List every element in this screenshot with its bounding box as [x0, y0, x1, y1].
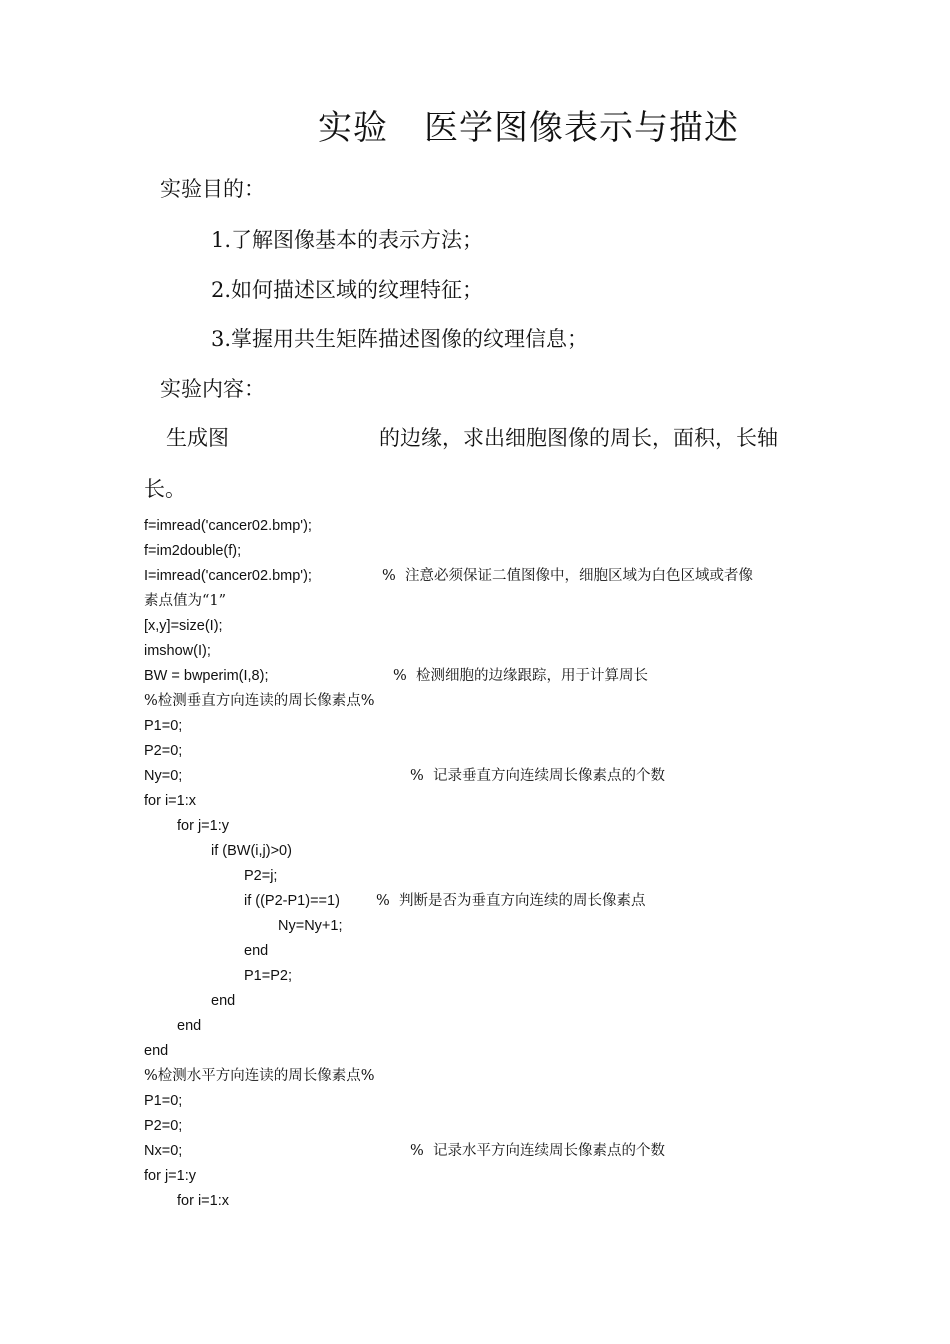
content-heading: 实验内容： [160, 377, 265, 401]
task-text-wrap: 长。 [144, 477, 186, 501]
code-line: P2=j; [244, 868, 278, 884]
code-line: I=imread('cancer02.bmp'); [144, 568, 312, 584]
code-line: P1=0; [144, 1093, 183, 1109]
code-line: for i=1:x [177, 1193, 229, 1209]
code-comment: % 检测细胞的边缘跟踪，用于计算周长 [393, 668, 648, 684]
code-line: P2=0; [144, 1118, 183, 1134]
code-line: imshow(I); [144, 643, 211, 659]
code-line: Ny=0; [144, 768, 183, 784]
code-comment-line: %检测水平方向连读的周长像素点% [144, 1068, 375, 1084]
code-line: f=imread('cancer02.bmp'); [144, 518, 312, 534]
task-text-start: 生成图 [166, 426, 229, 450]
code-comment: % 判断是否为垂直方向连续的周长像素点 [376, 893, 646, 909]
goal-item-3: 3.掌握用共生矩阵描述图像的纹理信息； [211, 327, 589, 351]
code-comment: % 记录垂直方向连续周长像素点的个数 [410, 768, 665, 784]
code-comment: % 注意必须保证二值图像中，细胞区域为白色区域或者像 [382, 568, 753, 584]
code-line: Nx=0; [144, 1143, 183, 1159]
goal-item-2: 2.如何描述区域的纹理特征； [211, 278, 484, 302]
code-line: Ny=Ny+1; [278, 918, 343, 934]
code-comment-line: %检测垂直方向连读的周长像素点% [144, 693, 375, 709]
code-line: P1=P2; [244, 968, 292, 984]
code-line: BW = bwperim(I,8); [144, 668, 269, 684]
code-line: [x,y]=size(I); [144, 618, 223, 634]
code-line: if (BW(i,j)>0) [211, 843, 292, 859]
code-line: for j=1:y [177, 818, 229, 834]
code-line: for j=1:y [144, 1168, 196, 1184]
code-comment: % 记录水平方向连续周长像素点的个数 [410, 1143, 665, 1159]
code-line: P1=0; [144, 718, 183, 734]
code-line: end [144, 1043, 169, 1059]
code-line: P2=0; [144, 743, 183, 759]
code-line: end [244, 943, 269, 959]
purpose-heading: 实验目的： [160, 177, 265, 201]
document-title [318, 100, 739, 149]
title-part-1: 实验 [318, 108, 388, 148]
goal-item-1: 1.了解图像基本的表示方法； [211, 228, 484, 252]
code-comment-wrap: 素点值为“1” [144, 593, 227, 609]
code-line: end [211, 993, 236, 1009]
code-line: end [177, 1018, 202, 1034]
code-line: if ((P2-P1)==1) [244, 893, 340, 909]
code-line: for i=1:x [144, 793, 196, 809]
task-text-end: 的边缘，求出细胞图像的周长，面积，长轴 [379, 426, 778, 450]
title-part-2: 医学图像表示与描述 [424, 108, 739, 148]
code-line: f=im2double(f); [144, 543, 242, 559]
